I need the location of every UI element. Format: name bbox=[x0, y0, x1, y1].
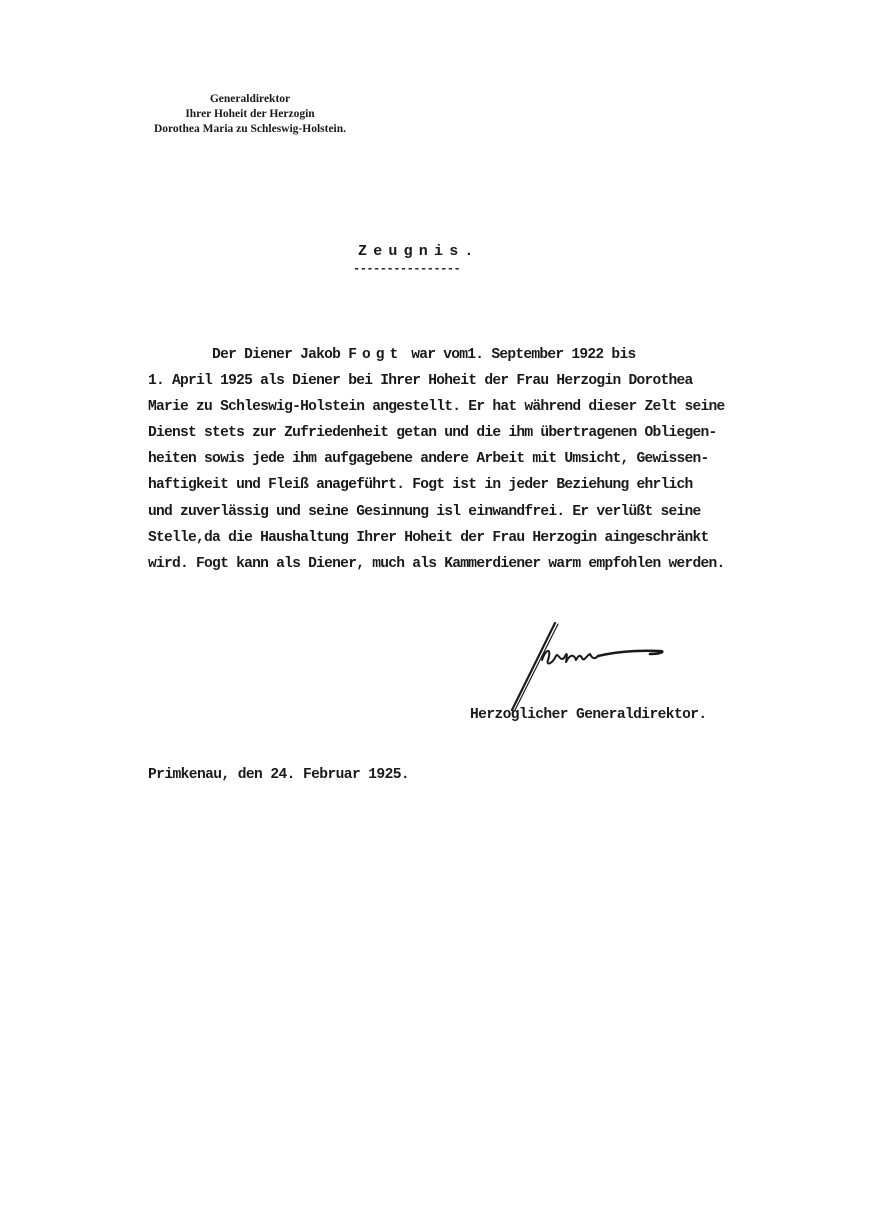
body-line-8: Stelle,da die Haushaltung Ihrer Hoheit der Frau Herzogin aingeschränkt bbox=[148, 529, 709, 546]
letterhead-line-3: Dorothea Maria zu Schleswig-Holstein. bbox=[153, 123, 347, 135]
document-body bbox=[148, 342, 808, 577]
place-and-date: Primkenau, den 24. Februar 1925. bbox=[148, 767, 410, 783]
letterhead-line-2: Ihrer Hoheit der Herzogin bbox=[185, 108, 315, 120]
body-line-7: und zuverlässig und seine Gesinnung isl einwandfrei. Er verlüßt seine bbox=[148, 503, 701, 520]
title-underline: ---------------- bbox=[353, 262, 461, 276]
signature-icon bbox=[500, 618, 680, 718]
body-line-2: 1. April 1925 als Diener bei Ihrer Hoheit der Frau Herzogin Dorothea bbox=[148, 373, 693, 390]
body-line-3: Marie zu Schleswig-Holstein angestellt. Er hat während dieser Zelt seine bbox=[148, 399, 725, 416]
body-line-1-suffix: war vom1. September 1922 bis bbox=[403, 347, 636, 363]
body-line-6: haftigkeit und Fleiß anageführt. Fogt ist in jeder Beziehung ehrlich bbox=[148, 477, 693, 494]
body-line-5: heiten sowis jede ihm aufgagebene andere Arbeit mit Umsicht, Gewissen- bbox=[148, 451, 709, 468]
signatory-title: Herzoglicher Generaldirektor. bbox=[470, 707, 707, 723]
body-line-1-prefix: Der Diener Jakob bbox=[148, 347, 349, 363]
body-line-4: Dienst stets zur Zufriedenheit getan und die ihm übertragenen Obliegen- bbox=[148, 425, 717, 442]
body-line-9: wird. Fogt kann als Diener, much als Kammerdiener warm empfohlen werden. bbox=[148, 555, 725, 572]
document-title: Zeugnis. bbox=[358, 243, 480, 260]
employee-surname: Fogt bbox=[348, 347, 404, 363]
letterhead bbox=[110, 92, 390, 137]
letterhead-line-1: Generaldirektor bbox=[209, 93, 291, 105]
body-line-1 bbox=[148, 342, 808, 368]
